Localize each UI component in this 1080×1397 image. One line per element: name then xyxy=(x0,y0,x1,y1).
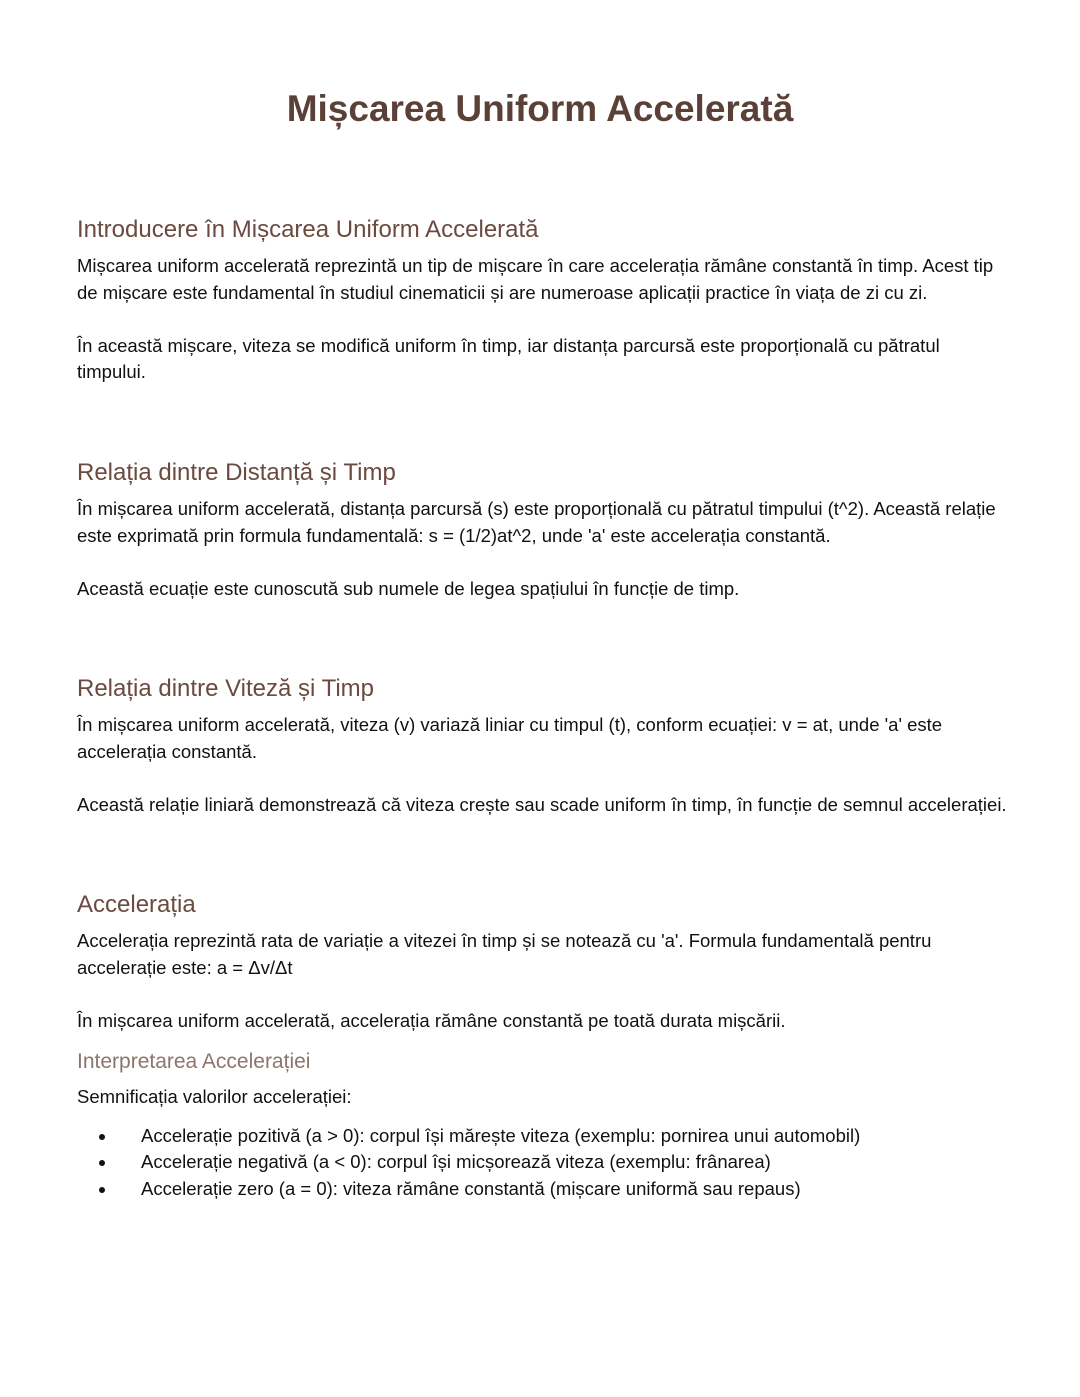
paragraph: Accelerația reprezintă rata de variație a vitezei în timp și se notează cu 'a'. Formula fundamentală pentru accelerație este: a = Δv/Δt xyxy=(77,930,932,978)
subsection-heading: Interpretarea Accelerației xyxy=(77,1050,311,1073)
page-title: Mișcarea Uniform Accelerată xyxy=(286,88,794,129)
paragraph: În această mișcare, viteza se modifică uniform în timp, iar distanța parcursă este proporțională cu pătratul timpului. xyxy=(77,334,940,382)
section-velocity-time xyxy=(77,674,1007,845)
section-acceleration xyxy=(77,890,1007,1202)
paragraph: Această relație liniară demonstrează că viteza crește sau scade uniform în timp, în funcție de semnul accelerației. xyxy=(77,793,1007,815)
paragraph: Această ecuație este cunoscută sub numele de legea spațiului în funcție de timp. xyxy=(77,577,740,599)
list-item: • Accelerație zero (a = 0): viteza rămâne constantă (mișcare uniformă sau repaus) xyxy=(117,1176,1007,1203)
section-introduction xyxy=(77,215,1007,412)
paragraph: În mișcarea uniform accelerată, distanța parcursă (s) este proporțională cu pătratul timpului (t^2). Această relație este exprimată prin formula fundamentală: s = (1/2)at^2, unde 'a' este accelerația constantă. xyxy=(77,498,996,546)
list-intro: Semnificația valorilor accelerației: xyxy=(77,1086,352,1107)
section-heading: Relația dintre Viteză și Timp xyxy=(77,675,375,702)
section-heading: Introducere în Mișcarea Uniform Accelerată xyxy=(77,216,539,243)
acceleration-list xyxy=(77,1123,1007,1203)
paragraph: Mișcarea uniform accelerată reprezintă un tip de mișcare în care accelerația rămâne constantă în timp. Acest tip de mișcare este fundamental în studiul cinematicii și are numeroase aplicații practice în viața de zi cu zi. xyxy=(77,255,994,303)
list-item: • Accelerație negativă (a < 0): corpul își micșorează viteza (exemplu: frânarea) xyxy=(117,1149,1007,1176)
paragraph: În mișcarea uniform accelerată, accelerația rămâne constantă pe toată durata mișcării. xyxy=(77,1009,786,1031)
paragraph: În mișcarea uniform accelerată, viteza (v) variază liniar cu timpul (t), conform ecuației: v = at, unde 'a' este accelerația constantă. xyxy=(77,714,943,762)
section-heading: Relația dintre Distanță și Timp xyxy=(77,459,396,486)
list-item: • Accelerație pozitivă (a > 0): corpul își mărește viteza (exemplu: pornirea unui automobil) xyxy=(117,1123,1007,1150)
section-distance-time xyxy=(77,458,1007,629)
section-heading: Accelerația xyxy=(77,891,196,918)
